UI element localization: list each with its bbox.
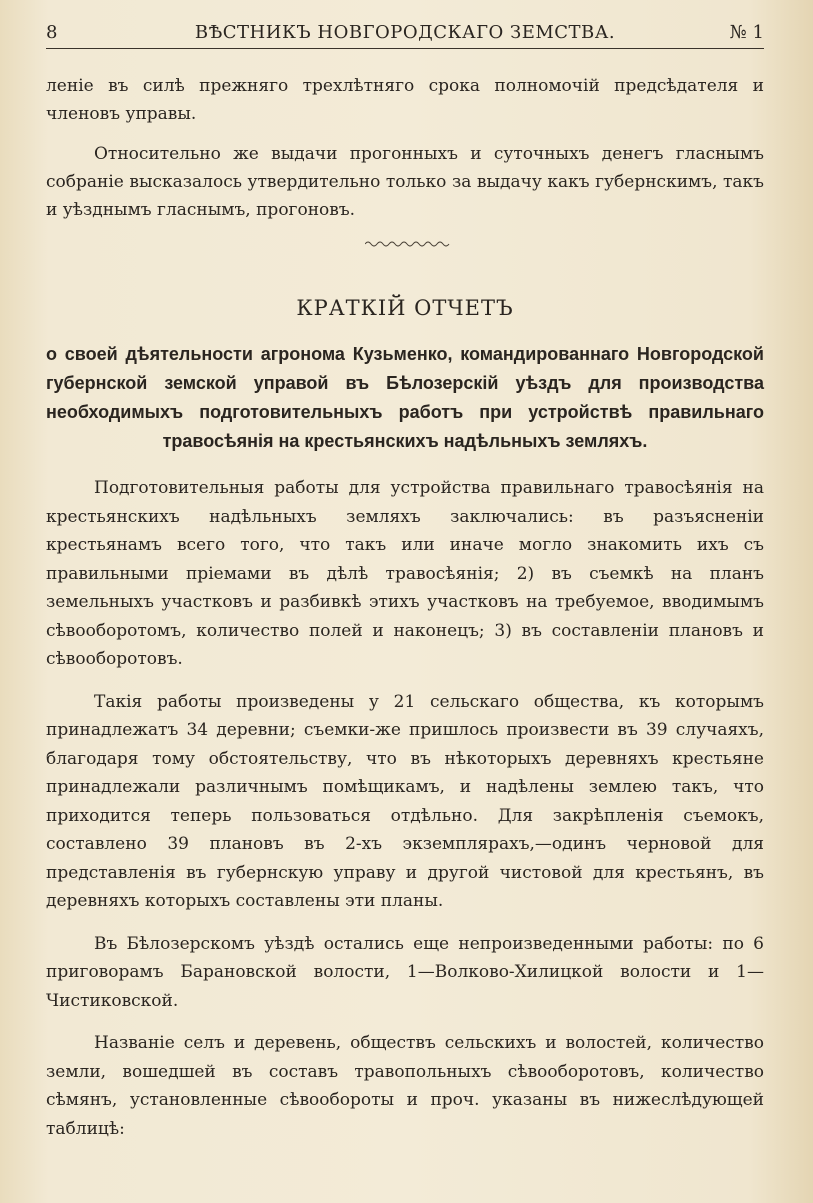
- report-body: [46, 474, 764, 1143]
- running-header: [46, 22, 764, 49]
- report-paragraph: Подготовительныя работы для устройства правильнаго травосѣянія на крестьянскихъ надѣльныхъ земляхъ заключались: въ разъясненіи крестьянамъ всего того, что такъ или иначе могло знакомить ихъ съ правильными пріемами въ дѣлѣ травосѣянія; 2) въ съемкѣ на планъ земельныхъ участковъ и разбивкѣ этихъ участковъ на требуемое, вводимымъ сѣвооборотомъ, количество полей и наконецъ; 3) въ составленіи плановъ и сѣвооборотовъ.: [46, 478, 764, 669]
- journal-title: ВѢСТНИКЪ НОВГОРОДСКАГО ЗЕМСТВА.: [194, 22, 616, 43]
- report-paragraph: Въ Бѣлозерскомъ уѣздѣ остались еще непроизведенными работы: по 6 приговорамъ Барановской волости, 1—Волково-Хилицкой волости и 1—Чистиковской.: [46, 933, 764, 1011]
- wavy-divider-ornament: [365, 238, 451, 250]
- intro-paragraph-continued: леніе въ силѣ прежняго трехлѣтняго срока полномочій предсѣдателя и членовъ управы.: [46, 76, 764, 124]
- report-paragraph: Такія работы произведены у 21 сельскаго общества, къ которымъ принадлежатъ 34 деревни; съемки-же пришлось произвести въ 39 случаяхъ, благодаря тому обстоятельству, что въ нѣкоторыхъ деревняхъ крестьяне принадлежали различнымъ помѣщикамъ, и надѣлены землею такъ, что приходится теперь пользоваться отдѣльно. Для закрѣпленія съемокъ, составлено 39 плановъ въ 2-хъ экземплярахъ,—одинъ черновой для представленія въ губернскую управу и другой чистовой для крестьянъ, въ деревняхъ которыхъ составлены эти планы.: [46, 691, 764, 911]
- report-heading: КРАТКІЙ ОТЧЕТЪ: [296, 296, 514, 320]
- report-subheading: о своей дѣятельности агронома Кузьменко, командированнаго Новгородской губернской земской управой въ Бѣлозерскій уѣздъ для производства необходимыхъ подготовительныхъ работъ при устройствѣ правильнаго травосѣянія на крестьянскихъ надѣльныхъ земляхъ.: [46, 344, 764, 451]
- issue-number: № 1: [729, 22, 764, 43]
- intro-paragraph: Относительно же выдачи прогонныхъ и суточныхъ денегъ гласнымъ собраніе высказалось утвердительно только за выдачу какъ губернскимъ, такъ и уѣзднымъ гласнымъ, прогоновъ.: [46, 144, 764, 220]
- intro-text: [46, 72, 764, 224]
- page-number: 8: [46, 22, 58, 43]
- report-paragraph: Названіе селъ и деревень, обществъ сельскихъ и волостей, количество земли, вошедшей въ составъ травопольныхъ сѣвооборотовъ, количество сѣмянъ, установленные сѣвообороты и проч. указаны въ нижеслѣдующей таблицѣ:: [46, 1033, 764, 1139]
